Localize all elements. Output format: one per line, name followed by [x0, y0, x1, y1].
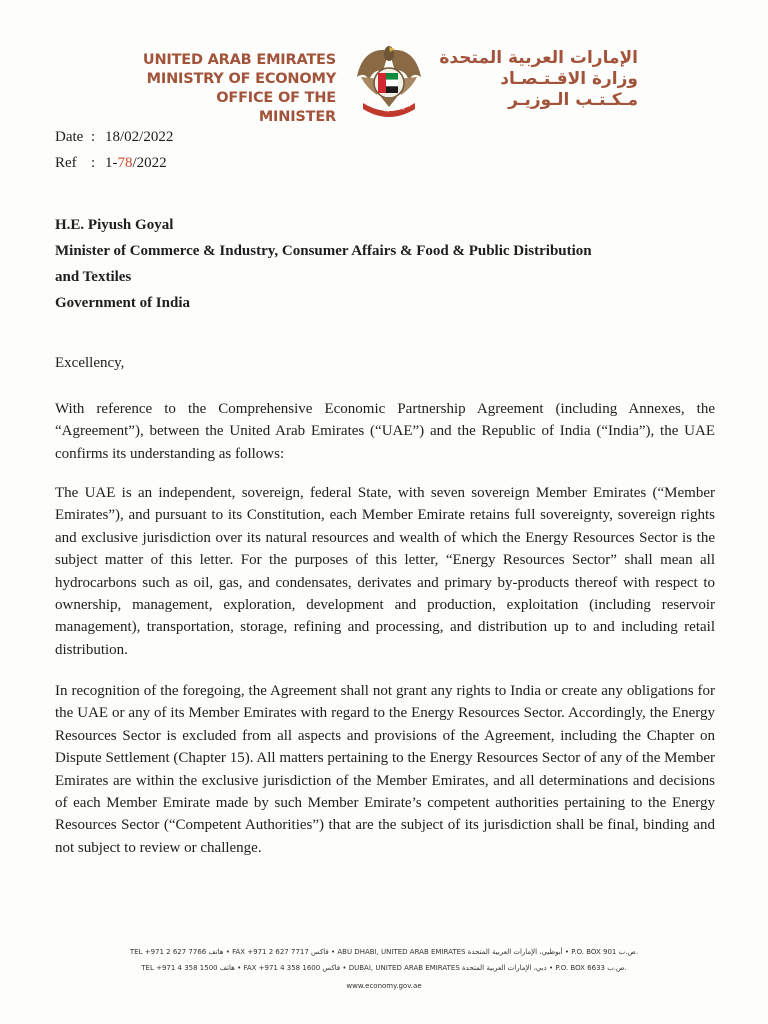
ref-suffix: /2022	[132, 155, 167, 171]
date-line	[55, 129, 173, 146]
footer-dubai-contact: TEL +971 4 358 1500 هاتف • FAX +971 4 358 1600 فاكس • DUBAI, UNITED ARAB EMIRATES دبي، الإمارات العربية المتحدة • P.O. BOX 6633 ص.ب.	[141, 964, 627, 972]
date-separator: :	[91, 129, 96, 145]
footer-website: www.economy.gov.ae	[346, 982, 422, 990]
letterhead-english	[140, 51, 336, 127]
addressee-title-line2: and Textiles	[55, 269, 132, 285]
body-paragraph-3: In recognition of the foregoing, the Agreement shall not grant any rights to India or create any obligations for the UAE or any of its Member Emirates with regard to the Energy Resources Sector. Accordingly, the Energy Resources Sector is excluded from all aspects and provisions of the Agreement, including the Chapter on Dispute Settlement (Chapter 15). All matters pertaining to the Energy Resources Sector of any of the Member Emirates are within the exclusive jurisdiction of the Member Emirates, and all determinations and decisions of each Member Emirate made by such Member Emirate’s competent authorities pertaining to the Energy Resources Sector (“Competent Authorities”) that are the subject of its jurisdiction shall be final, binding and not subject to review or challenge.	[55, 683, 715, 856]
addressee-title-line1: Minister of Commerce & Industry, Consumer Affairs & Food & Public Distribution	[55, 243, 592, 259]
ref-line	[55, 155, 167, 172]
emblem-ribbon-text: الإمارات العربية المتحد	[366, 101, 413, 114]
letterhead-arabic	[433, 48, 638, 111]
date-value: 18/02/2022	[105, 129, 174, 145]
ref-separator: :	[91, 155, 96, 171]
ref-label: Ref	[55, 155, 77, 171]
ref-prefix: 1-	[105, 155, 118, 171]
letterhead-ministry-arabic: وزارة الاقـتـصـاد	[500, 69, 638, 89]
letterhead-country: UNITED ARAB EMIRATES	[142, 52, 336, 68]
addressee-organization: Government of India	[55, 295, 190, 311]
letterhead-office: OFFICE OF THE MINISTER	[216, 90, 336, 125]
salutation: Excellency,	[55, 355, 125, 371]
addressee-block	[55, 212, 715, 316]
addressee-name: H.E. Piyush Goyal	[55, 217, 174, 233]
ref-number: 78	[117, 155, 133, 171]
uae-emblem-icon	[353, 33, 425, 121]
footer-abu-dhabi-contact: TEL +971 2 627 7766 هاتف • FAX +971 2 627 7717 فاكس • ABU DHABI, UNITED ARAB EMIRATES أبوظبي، الإمارات العربية المتحدة • P.O. BOX 901 ص.ب.	[129, 948, 639, 956]
letterhead-office-arabic: مـكـتـب الـوزيـر	[508, 90, 638, 110]
body-paragraph-2: The UAE is an independent, sovereign, federal State, with seven sovereign Member Emirates (“Member Emirates”), and pursuant to its Constitution, each Member Emirate retains full sovereignty, sovereign rights and exclusive jurisdiction over its natural resources and wealth of which the Energy Resources Sector is the subject matter of this letter. For the purposes of this letter, “Energy Resources Sector” shall mean all hydrocarbons such as oil, gas, and condensates, derivates and primary by-products thereof with respect to ownership, management, exploration, development and production, exploitation (including reservoir management), transportation, storage, refining and processing, and distribution up to and including retail distribution.	[55, 485, 715, 658]
letterhead-ministry: MINISTRY OF ECONOMY	[146, 71, 336, 87]
body-paragraph-1: With reference to the Comprehensive Economic Partnership Agreement (including Annexes, the “Agreement”), between the United Arab Emirates (“UAE”) and the Republic of India (“India”), the UAE confirms its understanding as follows:	[55, 401, 715, 462]
letterhead-country-arabic: الإمارات العربية المتحدة	[439, 48, 638, 68]
date-label: Date	[55, 129, 84, 145]
